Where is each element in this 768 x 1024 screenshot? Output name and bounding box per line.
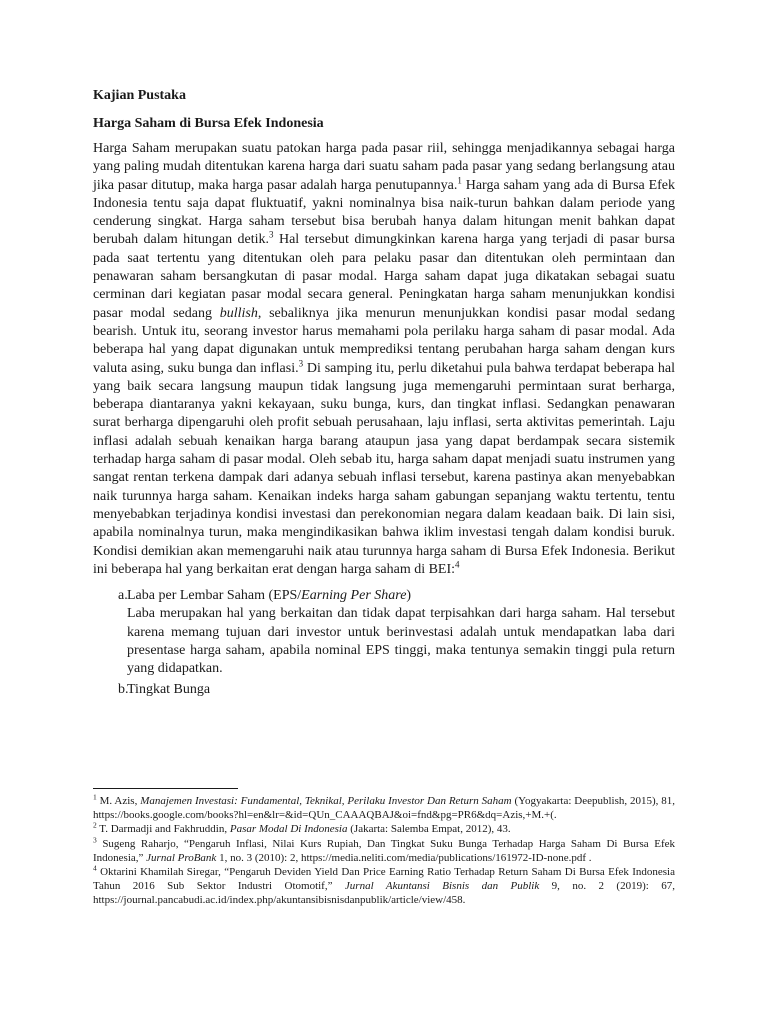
footnote-number: 1 [93,792,97,802]
paragraph-text: Harga saham yang ada di Bursa Efek Indonesia tentu saja dapat fluktuatif, yakni nominalnya bisa naik-turun bahkan dalam periode yang cenderung singkat. Harga saham tersebut bisa berubah hanya dalam hitungan menit bahkan dapat berubah dalam hitungan detik. [93,177,675,248]
italic-term: bullish [219,305,258,321]
paragraph-text: , sebaliknya jika menurun menunjukkan kondisi pasar modal sedang bearish. Untuk itu, seorang investor harus memahami pola perilaku harga saham di pasar modal. Ada beberapa hal yang dapat digunakan untuk memprediksi tentang perubahan harga saham dengan kurs valuta asing, suku bunga dan inflasi. [93,305,675,376]
list-item-title: Laba per Lembar Saham (EPS/Earning Per Share) [127,588,412,604]
list-marker: a. [118,588,128,604]
footnote: $^3$ Sugeng Raharjo, “Pengaruh Inflasi, Nilai Kurs Rupiah, Dan Tingkat Suku Bunga Terhadap Harga Saham Di Bursa Efek Indonesia,” Jurnal ProBank 1, no. 3 (2010): 2, https://media.neliti.com/media/publications/161972-ID-none.pdf . [93,834,675,864]
list-marker: b. [118,681,129,697]
list-item-description: Laba merupakan hal yang berkaitan dan tidak dapat terpisahkan dari harga saham. Hal tersebut karena memang tujuan dari investor untuk berinvestasi adalah untuk mendapatkan laba dari presentase harga saham, apabila nominal EPS tinggi, maka tentunya semakin tinggi pula return yang didapatkan. [127,606,675,677]
footnote-number: 2 [93,820,97,830]
footnote-number: 3 [93,834,97,844]
paragraph-text: Di samping itu, perlu diketahui pula bahwa terdapat beberapa hal yang baik secara langsung maupun tidak langsung juga memengaruhi permintaan surat berharga, beberapa diantaranya yakni kekayaan, suku bunga, kurs, dan tingkat inflasi. Sedangkan penawaran surat berharga dipengaruhi oleh profit sebuah perusahaan, laju inflasi, serta aktivitas pemerintah. Laju inflasi adalah sebuah kenaikan harga barang ataupun jasa yang dapat berdampak secara sistemik terhadap harga saham di pasar modal. Oleh sebab itu, harga saham dapat menjadi suatu instrumen yang sangat rentan terkena dampak dari adanya sebuah inflasi tersebut, karena pastinya akan menyebabkan naik turunnya harga saham. Kenaikan indeks harga saham gabungan sepanjang waktu tertentu, tentu menyebabkan terjadinya kondisi investasi dan perekonomian negara dalam keadaan baik. Di lain sisi, apabila nominalnya turun, maka mengindikasikan bahwa iklim investasi tengah dalam kondisi buruk. Kondisi demikian akan memengaruhi naik atau turunnya harga saham di Bursa Efek Indonesia. Berikut ini beberapa hal yang berkaitan erat dengan harga saham di BEI: [93,360,675,577]
footnote-separator [93,788,238,789]
list-item [93,681,675,699]
footnote-number: 4 [93,863,97,873]
footnote: $^4$ Oktarini Khamilah Siregar, “Pengaruh Deviden Yield Dan Price Earning Ratio Terhadap Return Saham Di Bursa Efek Indonesia Tahun 2016 Sub Sektor Industri Otomotif,” Jurnal Akuntansi Bisnis dan Publik 9, no. 2 (2019): 67, https://journal.pancabudi.ac.id/index.php/akuntansibisnisdanpublik/article/view/458. [93,863,675,907]
body-paragraph [93,140,675,579]
footnote: $^2$ T. Darmadji and Fakhruddin, Pasar Modal Di Indonesia (Jakarta: Salemba Empat, 2012), 43. [93,820,511,836]
factor-list [93,587,675,699]
subsection-heading: Harga Saham di Bursa Efek Indonesia [93,116,324,131]
footnote-reference[interactable]: 4 [455,559,460,570]
footnote-reference[interactable]: 1 [457,174,462,185]
document-page [93,86,675,699]
footnotes [93,794,675,908]
paragraph-text: Harga Saham merupakan suatu patokan harga pada pasar riil, sehingga menjadikannya sebagai harga yang paling mudah ditentukan karena harga dari suatu saham pada pasar yang sedang berlangsung atau jika pasar ditutup, maka harga pasar adalah harga penutupannya. [93,141,675,193]
footnote-reference[interactable]: 3 [269,229,274,240]
section-heading: Kajian Pustaka [93,88,186,103]
footnote: $^1$ M. Azis, Manajemen Investasi: Fundamental, Teknikal, Perilaku Investor Dan Return Saham (Yogyakarta: Deepublish, 2015), 81, https://books.google.com/books?hl=en&lr=&id=QUn_CAAAQBAJ&oi=fnd&pg=PR6&dq=Azis,+M.+(. [93,792,675,822]
footnote-reference[interactable]: 3 [298,357,304,368]
paragraph-text: Hal tersebut dimungkinkan karena harga yang terjadi di pasar bursa pada saat tertentu yang ditentukan oleh para pelaku pasar dan ditentukan oleh permintaan dan penawaran saham bersangkutan di pasar modal. Harga saham dapat juga dikatakan sebagai suatu cerminan dari kegiatan pasar modal secara general. Peningkatan harga saham menunjukkan kondisi pasar modal sedang [93,232,675,321]
list-item-title: Tingkat Bunga [127,681,211,697]
list-item [93,587,675,678]
